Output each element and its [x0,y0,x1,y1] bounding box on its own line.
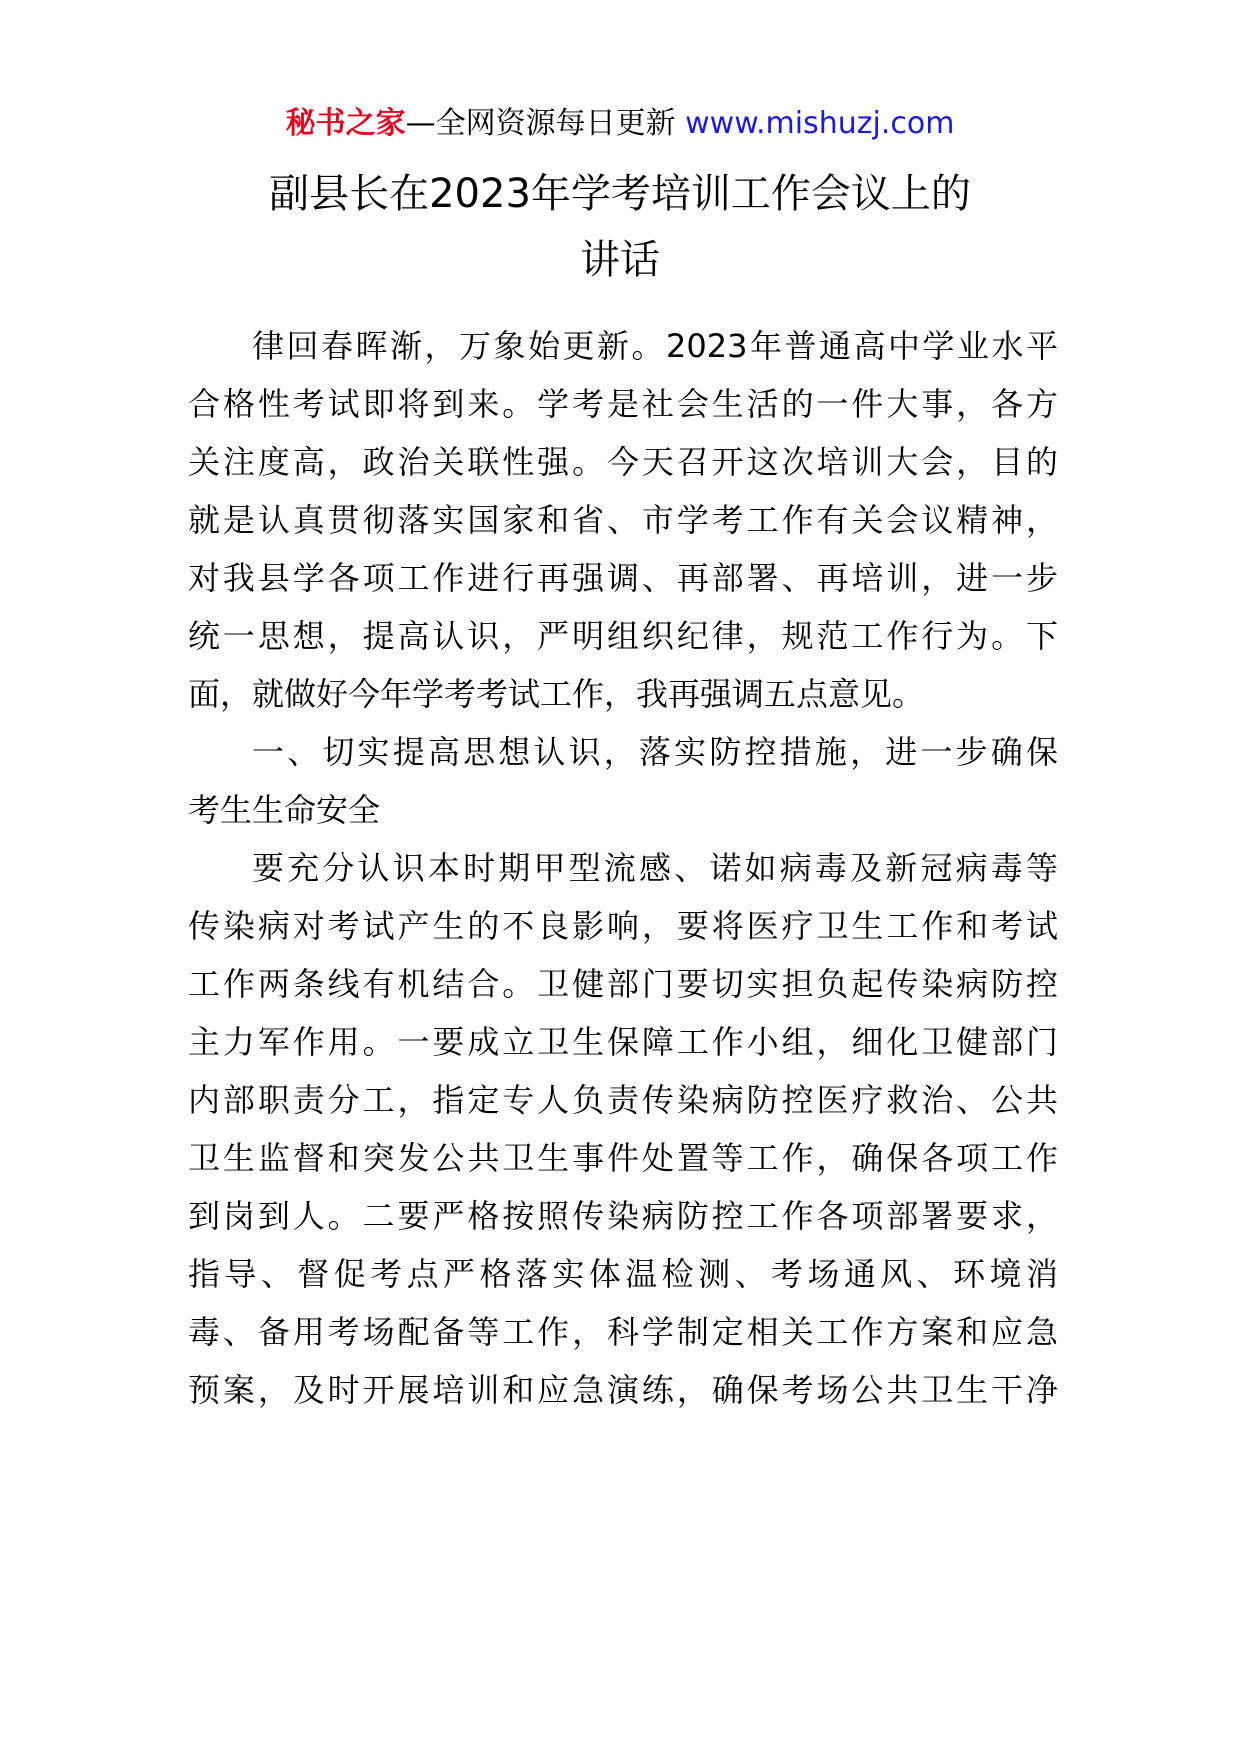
body-line: 指导、督促考点严格落实体温检测、考场通风、环境消 [188,1255,1058,1293]
body-line: 预案，及时开展培训和应急演练，确保考场公共卫生干净 [188,1371,1058,1409]
body-line: 卫生监督和突发公共卫生事件处置等工作，确保各项工作 [188,1139,1058,1177]
body-line: 工作两条线有机结合。卫健部门要切实担负起传染病防控 [188,965,1058,1003]
site-url-link[interactable]: www.mishuzj.com [685,106,955,141]
body-line: 到岗到人。二要严格按照传染病防控工作各项部署要求， [188,1197,1058,1235]
site-header [0,97,1240,151]
body-line: 面，就做好今年学考考试工作，我再强调五点意见。 [188,675,925,713]
body-line: 统一思想，提高认识，严明组织纪律，规范工作行为。下 [188,617,1058,655]
body-line: 要充分认识本时期甲型流感、诺如病毒及新冠病毒等 [252,849,1058,887]
site-name: 秘书之家 [285,106,406,141]
body-line: 传染病对考试产生的不良影响，要将医疗卫生工作和考试 [188,907,1058,945]
body-line: 对我县学各项工作进行再强调、再部署、再培训，进一步 [188,559,1058,597]
body-line: 主力军作用。一要成立卫生保障工作小组，细化卫健部门 [188,1023,1058,1061]
body-line: 律回春晖渐，万象始更新。2023年普通高中学业水平 [252,327,1058,365]
section-heading-line: 考生生命安全 [188,791,381,829]
body-line: 就是认真贯彻落实国家和省、市学考工作有关会议精神， [188,501,1058,539]
document-title-line-2: 讲话 [580,237,660,283]
body-line: 合格性考试即将到来。学考是社会生活的一件大事，各方 [188,385,1058,423]
section-heading-line: 一、切实提高思想认识，落实防控措施，进一步确保 [252,733,1058,771]
document-title-line-1: 副县长在2023年学考培训工作会议上的 [269,171,971,217]
site-tagline: —全网资源每日更新 [405,106,676,141]
body-line: 毒、备用考场配备等工作，科学制定相关工作方案和应急 [188,1313,1058,1351]
body-line: 内部职责分工，指定专人负责传染病防控医疗救治、公共 [188,1081,1058,1119]
body-line: 关注度高，政治关联性强。今天召开这次培训大会，目的 [188,443,1058,481]
